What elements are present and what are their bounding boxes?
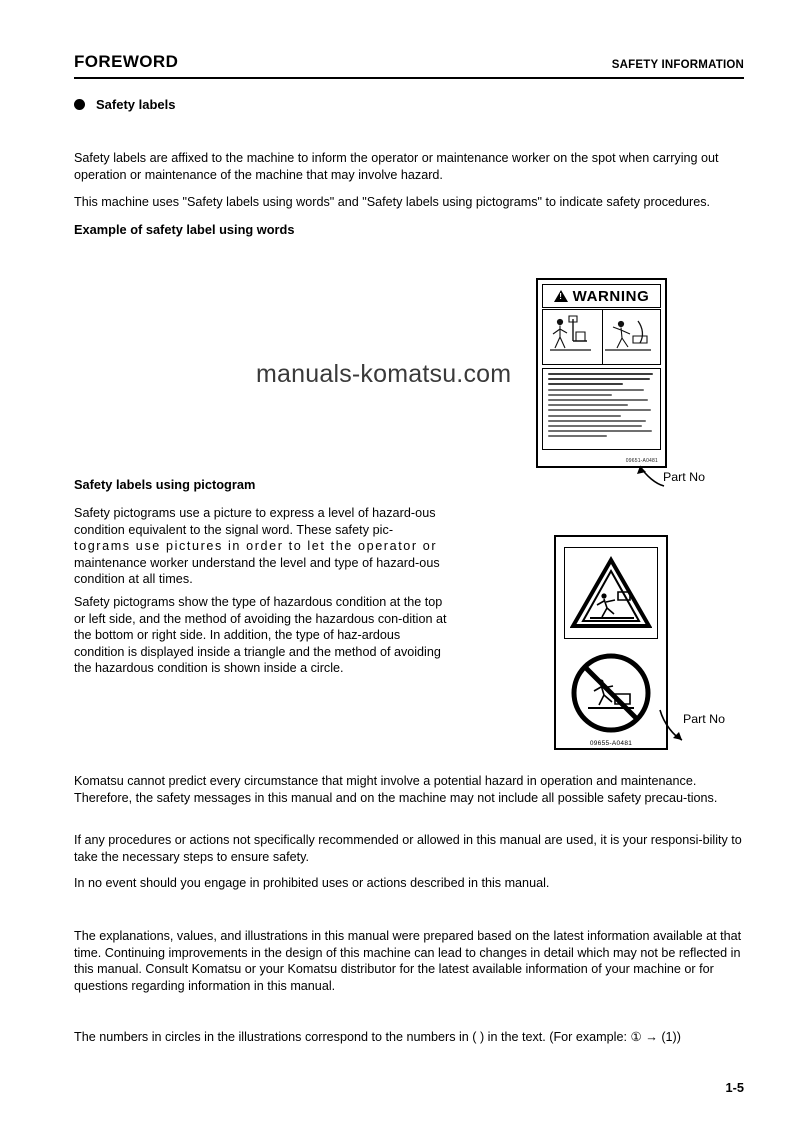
watermark-text: manuals-komatsu.com <box>256 360 512 388</box>
header-section-label: SAFETY INFORMATION <box>611 59 744 71</box>
paragraph-intro-2: This machine uses "Safety labels using words" and "Safety labels using pictograms" to indicate safety procedures. <box>74 195 711 209</box>
paragraph-numbers-note: The numbers in circles in the illustrations correspond to the numbers in ( ) in the text. (For example: ① → (1)) <box>74 1030 681 1044</box>
paragraph-pictogram-1 <box>74 505 449 588</box>
warning-label-text-block <box>542 368 661 450</box>
part-no-callout-2: Part No <box>683 712 726 726</box>
header-title: FOREWORD <box>74 52 179 71</box>
paragraph-pictogram-2: Safety pictograms show the type of hazardous condition at the top or left side, and the method of avoiding the hazardous con-dition at the bottom or right side. In addition, the type of haz-ardous condition is displayed inside a triangle and the method of avoiding the hazardous condition is shown inside a circle. <box>74 595 447 676</box>
warning-triangle-icon <box>554 290 568 302</box>
hazard-triangle-icon <box>570 556 652 630</box>
paragraph-disclaimer-2: If any procedures or actions not specifically recommended or allowed in this manual are used, it is your responsi-bility to take the necessary steps to ensure safety. <box>74 833 742 864</box>
bullet-icon <box>74 99 85 110</box>
heading-example-words: Example of safety label using words <box>74 222 295 237</box>
pictogram-label-illustration <box>554 535 668 750</box>
warning-signal-band <box>542 284 661 308</box>
part-no-callout-1: Part No <box>663 470 706 484</box>
paragraph-pictogram-1b: tograms use pictures in order to let the operator or <box>74 539 438 554</box>
section-heading-label: Safety labels <box>96 97 176 112</box>
warning-label-code: 09651-A0481 <box>625 458 658 464</box>
prohibition-circle-icon <box>568 650 654 736</box>
paragraph-disclaimer-1: Komatsu cannot predict every circumstance that might involve a potential hazard in operation and maintenance. Therefore, the safety messages in this manual and on the machine may not include all possible safety precau-tions. <box>74 774 718 805</box>
warning-signal-word: WARNING <box>572 287 650 305</box>
section-heading <box>74 97 176 112</box>
page-header <box>74 52 744 78</box>
pictogram-hazard-cell <box>564 547 658 639</box>
warning-pictures-row <box>542 309 661 365</box>
pictogram-prohibition-cell <box>564 647 658 739</box>
warning-pictures-divider <box>602 310 603 364</box>
paragraph-pictogram-1a: Safety pictograms use a picture to express a level of hazard-ous condition equivalent to the signal word. These safety pic- <box>74 506 436 537</box>
heading-pictogram: Safety labels using pictogram <box>74 477 256 492</box>
paragraph-pictogram-1c: maintenance worker understand the level and type of hazard-ous condition at all times. <box>74 555 440 587</box>
paragraph-intro-1: Safety labels are affixed to the machine to inform the operator or maintenance worker on the spot when carrying out operation or maintenance of the machine that may involve hazard. <box>74 151 719 182</box>
paragraph-disclaimer-3: In no event should you engage in prohibited uses or actions described in this manual. <box>74 876 550 890</box>
pictogram-label-code: 09655-A0481 <box>589 740 633 747</box>
warning-label-illustration <box>536 278 667 468</box>
page-number: 1-5 <box>725 1080 744 1095</box>
header-divider <box>74 77 744 79</box>
paragraph-disclaimer-4: The explanations, values, and illustrations in this manual were prepared based on the latest information available at that time. Continuing improvements in the design of this machine can lead to changes in detail which may not be reflected in this manual. Consult Komatsu or your Komatsu distributor for the latest available information of your machine or for questions regarding information in this manual. <box>74 929 742 993</box>
